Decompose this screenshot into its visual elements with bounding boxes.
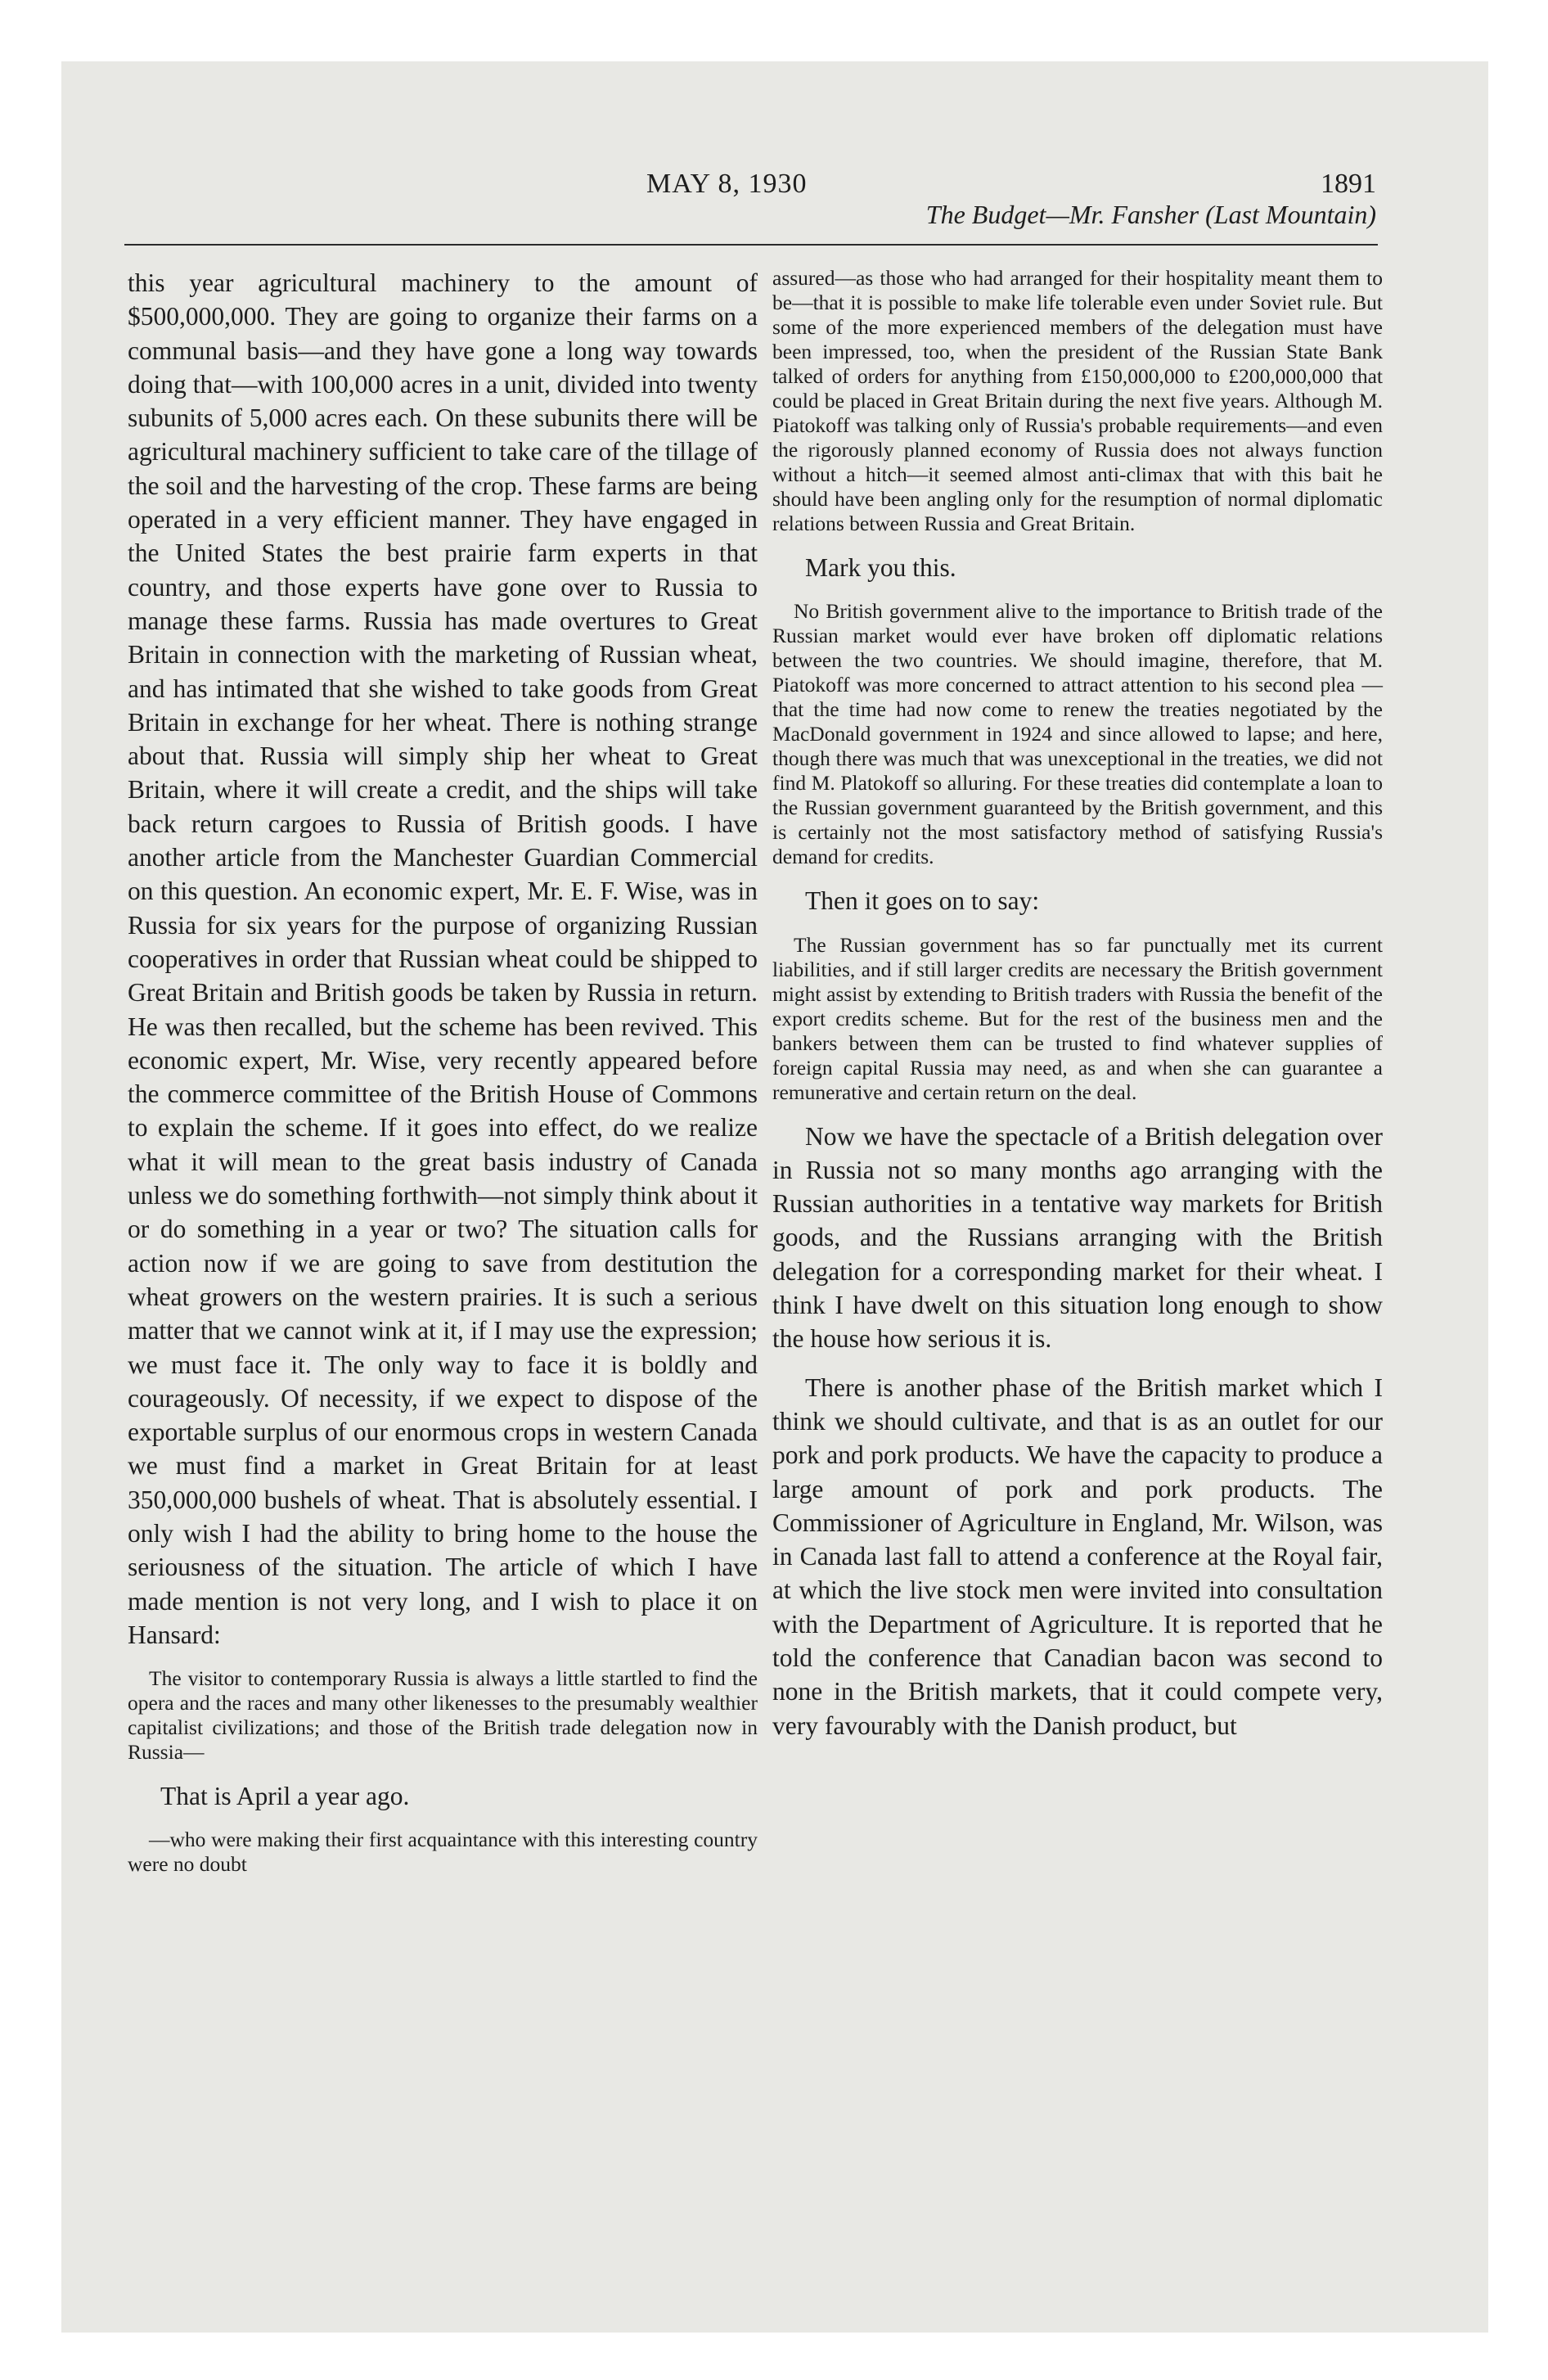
quoted-passage: No British government alive to the importance to British trade of the Russian market would ever have broken off diplomatic relations between the two countries. We should imagine, therefore, that M. Piatokoff was more concerned to attract attention to his second plea —that the time had now come to renew the treaties negotiated by the MacDonald government in 1924 and since allowed to lapse; and here, though there was much that was unexceptional in the treaties, we did not find M. Platokoff so alluring. For these treaties did contemplate a loan to the Russian government guaranteed by the British government, and this is certainly not the most satisfactory method of satisfying Russia's demand for credits.	[772, 599, 1383, 869]
header-rule	[124, 244, 1378, 246]
running-head: The Budget—Mr. Fansher (Last Mountain)	[925, 200, 1376, 229]
quoted-passage: —who were making their first acquaintance with this interesting country were no doubt	[128, 1828, 758, 1877]
quoted-passage: The visitor to contemporary Russia is always a little startled to find the opera and the races and many other likenesses to the presumably wealthier capitalist civilizations; and those of the British trade delegation now in Russia—	[128, 1666, 758, 1765]
speech-paragraph: this year agricultural machinery to the amount of $500,000,000. They are going to organize their farms on a communal basis—and they have gone a long way towards doing that—with 100,000 acres in a unit, divided into twenty subunits of 5,000 acres each. On these subunits there will be agricultural machinery sufficient to take care of the tillage of the soil and the harvesting of the crop. These farms are being operated in a very efficient manner. They have engaged in the United States the best prairie farm experts in that country, and those experts have gone over to Russia to manage these farms. Russia has made overtures to Great Britain in connection with the marketing of Russian wheat, and has intimated that she wished to take goods from Great Britain in exchange for her wheat. There is nothing strange about that. Russia will simply ship her wheat to Great Britain, where it will create a credit, and the ships will take back return cargoes to Russia of British goods. I have another article from the Manchester Guardian Commercial on this question. An economic expert, Mr. E. F. Wise, was in Russia for six years for the purpose of organizing Russian cooperatives in order that Russian wheat could be shipped to Great Britain and British goods be taken by Russia in return. He was then recalled, but the scheme has been revived. This economic expert, Mr. Wise, very recently appeared before the commerce committee of the British House of Commons to explain the scheme. If it goes into effect, do we realize what it will mean to the great basis industry of Canada unless we do something forthwith—not simply think about it or do something in a year or two? The situation calls for action now if we are going to save from destitution the wheat growers on the western prairies. It is such a serious matter that we cannot wink at it, if I may use the expression; we must face it. The only way to face it is boldly and courageously. Of necessity, if we expect to dispose of the exportable surplus of our enormous crops in western Canada we must find a market in Great Britain for at least 350,000,000 bushels of wheat. That is absolutely essential. I only wish I had the ability to bring home to the house the seriousness of the situation. The article of which I have made mention is not very long, and I wish to place it on Hansard:	[128, 268, 758, 1649]
quoted-passage: The Russian government has so far punctually met its current liabilities, and if still larger credits are necessary the British government might assist by extending to British traders with Russia the benefit of the export credits scheme. But for the rest of the business men and the bankers between them can be trusted to find whatever supplies of foreign capital Russia may need, as and when she can guarantee a remunerative and certain return on the deal.	[772, 932, 1383, 1104]
page-number: 1891	[1321, 169, 1376, 199]
quoted-passage: assured—as those who had arranged for their hospitality meant them to be—that it is possible to make life tolerable even under Soviet rule. But some of the more experienced members of the delegation must have been impressed, too, when the president of the Russian State Bank talked of orders for anything from £150,000,000 to £200,000,000 that could be placed in Great Britain during the next five years. Although M. Piatokoff was talking only of Russia's probable requirements—and even the rigorously planned economy of Russia does not always function without a hitch—it seemed almost anti-climax that with this bait he should have been angling only for the resumption of normal diplomatic relations between Russia and Great Britain.	[772, 266, 1383, 535]
header-date: MAY 8, 1930	[646, 169, 808, 199]
speech-paragraph: That is April a year ago.	[160, 1782, 410, 1811]
speech-paragraph: There is another phase of the British market which I think we should cultivate, and that is as an outlet for our pork and pork products. We have the capacity to produce a large amount of pork and pork products. The Commissioner of Agriculture in England, Mr. Wilson, was in Canada last fall to attend a conference at the Royal fair, at which the live stock men were invited into consultation with the Department of Agriculture. It is reported that he told the conference that Canadian bacon was second to none in the British markets, that it could compete very, very favourably with the Danish product, but	[772, 1373, 1383, 1740]
speech-paragraph: Mark you this.	[805, 553, 956, 582]
speech-paragraph: Now we have the spectacle of a British delegation over in Russia not so many months ago arranging with the Russian authorities in a tentative way markets for British goods, and the Russians arranging with the British delegation for a corresponding market for their wheat. I think I have dwelt on this situation long enough to show the house how serious it is.	[772, 1121, 1383, 1354]
left-column	[128, 266, 758, 1891]
right-column	[772, 266, 1383, 1757]
speech-paragraph: Then it goes on to say:	[805, 886, 1040, 916]
